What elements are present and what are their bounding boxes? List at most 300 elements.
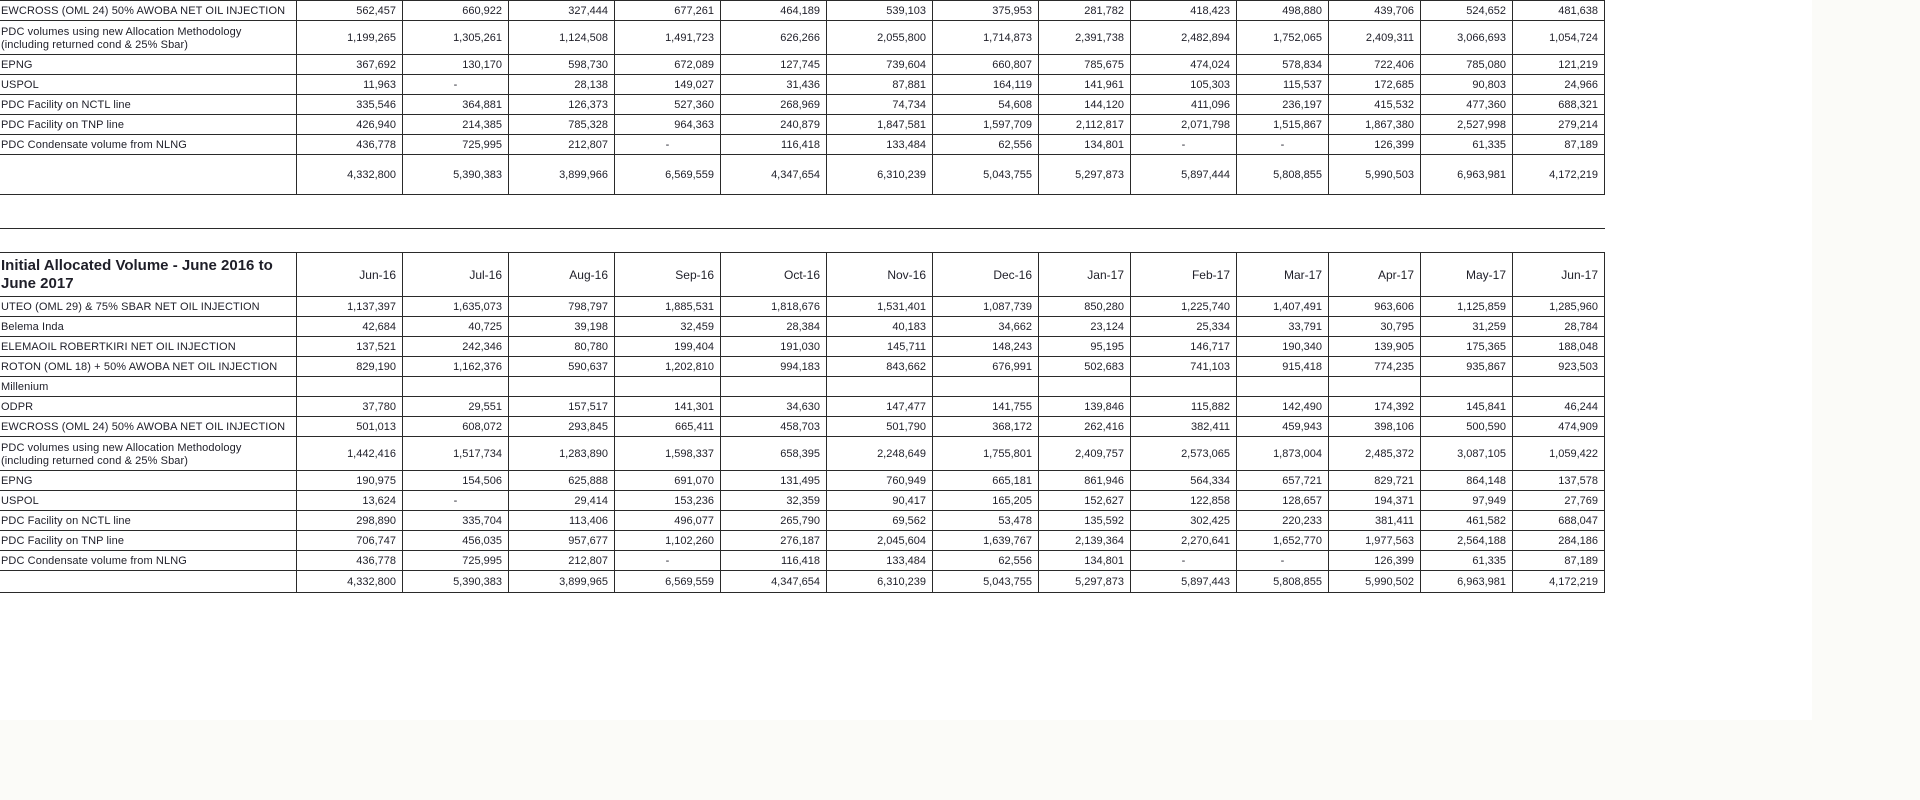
value-cell: 335,704 [403, 511, 509, 531]
table-title: Initial Allocated Volume - June 2016 to June 2017 [0, 253, 297, 297]
table-row [0, 491, 1605, 511]
value-cell: 61,335 [1421, 551, 1513, 571]
value-cell: 785,675 [1039, 55, 1131, 75]
value-cell: 829,190 [297, 357, 403, 377]
value-cell: - [1131, 551, 1237, 571]
value-cell: 39,198 [509, 317, 615, 337]
value-cell: 1,752,065 [1237, 21, 1329, 55]
month-header: May-17 [1421, 253, 1513, 297]
value-cell: 335,546 [297, 95, 403, 115]
month-header: Nov-16 [827, 253, 933, 297]
value-cell: 1,054,724 [1513, 21, 1605, 55]
total-cell: 5,390,383 [403, 155, 509, 195]
value-cell: 2,071,798 [1131, 115, 1237, 135]
value-cell: 725,995 [403, 135, 509, 155]
value-cell: 126,399 [1329, 135, 1421, 155]
value-cell: 121,219 [1513, 55, 1605, 75]
value-cell: 739,604 [827, 55, 933, 75]
value-cell: 95,195 [1039, 337, 1131, 357]
value-cell: 23,124 [1039, 317, 1131, 337]
value-cell: 411,096 [1131, 95, 1237, 115]
value-cell: - [403, 491, 509, 511]
value-cell: 381,411 [1329, 511, 1421, 531]
value-cell: 1,515,867 [1237, 115, 1329, 135]
total-cell: 4,347,654 [721, 571, 827, 593]
value-cell: 1,442,416 [297, 437, 403, 471]
value-cell: 190,975 [297, 471, 403, 491]
value-cell: 175,365 [1421, 337, 1513, 357]
spacer-cell [0, 195, 297, 229]
value-cell: 174,392 [1329, 397, 1421, 417]
value-cell: 53,478 [933, 511, 1039, 531]
value-cell: 31,259 [1421, 317, 1513, 337]
value-cell: 501,013 [297, 417, 403, 437]
value-cell: 474,909 [1513, 417, 1605, 437]
row-label: ODPR [0, 397, 297, 417]
value-cell: 2,270,641 [1131, 531, 1237, 551]
value-cell: 963,606 [1329, 297, 1421, 317]
row-label: PDC Facility on NCTL line [0, 95, 297, 115]
value-cell: 164,119 [933, 75, 1039, 95]
value-cell: 2,409,757 [1039, 437, 1131, 471]
value-cell [827, 377, 933, 397]
value-cell: 2,248,649 [827, 437, 933, 471]
value-cell: 134,801 [1039, 135, 1131, 155]
table-row [0, 317, 1605, 337]
value-cell: 923,503 [1513, 357, 1605, 377]
spacer-cell [509, 195, 615, 229]
value-cell: 1,867,380 [1329, 115, 1421, 135]
value-cell [1131, 377, 1237, 397]
row-label: ROTON (OML 18) + 50% AWOBA NET OIL INJECTION [0, 357, 297, 377]
value-cell: 137,521 [297, 337, 403, 357]
value-cell: 562,457 [297, 1, 403, 21]
month-header: Jun-17 [1513, 253, 1605, 297]
total-cell: 6,569,559 [615, 571, 721, 593]
value-cell: 40,725 [403, 317, 509, 337]
total-cell: 5,297,873 [1039, 571, 1131, 593]
value-cell: 850,280 [1039, 297, 1131, 317]
value-cell: 382,411 [1131, 417, 1237, 437]
value-cell: 25,334 [1131, 317, 1237, 337]
value-cell: 144,120 [1039, 95, 1131, 115]
value-cell: 2,112,817 [1039, 115, 1131, 135]
month-header: Jan-17 [1039, 253, 1131, 297]
value-cell: 539,103 [827, 1, 933, 21]
value-cell: 688,047 [1513, 511, 1605, 531]
value-cell: 188,048 [1513, 337, 1605, 357]
value-cell: 24,966 [1513, 75, 1605, 95]
value-cell: 625,888 [509, 471, 615, 491]
value-cell: 843,662 [827, 357, 933, 377]
value-cell: 464,189 [721, 1, 827, 21]
value-cell [403, 377, 509, 397]
row-label: PDC Facility on NCTL line [0, 511, 297, 531]
value-cell: 116,418 [721, 551, 827, 571]
value-cell: 268,969 [721, 95, 827, 115]
value-cell [1329, 377, 1421, 397]
value-cell: 293,845 [509, 417, 615, 437]
value-cell: 28,784 [1513, 317, 1605, 337]
value-cell: 459,943 [1237, 417, 1329, 437]
value-cell: 496,077 [615, 511, 721, 531]
value-cell: 1,199,265 [297, 21, 403, 55]
value-cell: 154,506 [403, 471, 509, 491]
value-cell [933, 377, 1039, 397]
spacer-cell [721, 195, 827, 229]
value-cell: 426,940 [297, 115, 403, 135]
value-cell: 153,236 [615, 491, 721, 511]
value-cell: 126,399 [1329, 551, 1421, 571]
value-cell: 37,780 [297, 397, 403, 417]
value-cell: 2,055,800 [827, 21, 933, 55]
total-cell: 6,310,239 [827, 155, 933, 195]
value-cell: 191,030 [721, 337, 827, 357]
value-cell: 2,485,372 [1329, 437, 1421, 471]
value-cell: 498,880 [1237, 1, 1329, 21]
value-cell: 688,321 [1513, 95, 1605, 115]
value-cell: 87,189 [1513, 135, 1605, 155]
value-cell: 590,637 [509, 357, 615, 377]
value-cell [615, 377, 721, 397]
table-row [0, 135, 1605, 155]
value-cell: 29,414 [509, 491, 615, 511]
value-cell: 474,024 [1131, 55, 1237, 75]
value-cell: 527,360 [615, 95, 721, 115]
value-cell: 145,841 [1421, 397, 1513, 417]
value-cell: 62,556 [933, 135, 1039, 155]
total-cell: 5,043,755 [933, 571, 1039, 593]
spacer-cell [403, 195, 509, 229]
value-cell: 3,087,105 [1421, 437, 1513, 471]
value-cell: 477,360 [1421, 95, 1513, 115]
total-cell: 4,347,654 [721, 155, 827, 195]
value-cell: 141,755 [933, 397, 1039, 417]
row-label: EWCROSS (OML 24) 50% AWOBA NET OIL INJECTION [0, 1, 297, 21]
value-cell: 115,537 [1237, 75, 1329, 95]
total-cell: 5,897,443 [1131, 571, 1237, 593]
value-cell: 501,790 [827, 417, 933, 437]
total-cell: 3,899,965 [509, 571, 615, 593]
total-cell: 5,990,502 [1329, 571, 1421, 593]
value-cell: 760,949 [827, 471, 933, 491]
value-cell: 69,562 [827, 511, 933, 531]
row-label: UTEO (OML 29) & 75% SBAR NET OIL INJECTION [0, 297, 297, 317]
value-cell: 139,905 [1329, 337, 1421, 357]
value-cell: 458,703 [721, 417, 827, 437]
value-cell: 957,677 [509, 531, 615, 551]
value-cell: - [403, 75, 509, 95]
value-cell: 40,183 [827, 317, 933, 337]
value-cell: 785,328 [509, 115, 615, 135]
table-row [0, 437, 1605, 471]
value-cell: 240,879 [721, 115, 827, 135]
value-cell: 113,406 [509, 511, 615, 531]
value-cell: 1,102,260 [615, 531, 721, 551]
value-cell: 677,261 [615, 1, 721, 21]
value-cell: 28,138 [509, 75, 615, 95]
value-cell: 1,202,810 [615, 357, 721, 377]
value-cell: 861,946 [1039, 471, 1131, 491]
total-cell: 5,043,755 [933, 155, 1039, 195]
value-cell: 157,517 [509, 397, 615, 417]
value-cell [721, 377, 827, 397]
total-cell: 5,390,383 [403, 571, 509, 593]
value-cell: 90,417 [827, 491, 933, 511]
table-row [0, 397, 1605, 417]
value-cell: 276,187 [721, 531, 827, 551]
value-cell: 242,346 [403, 337, 509, 357]
value-cell: 116,418 [721, 135, 827, 155]
total-cell: 5,897,444 [1131, 155, 1237, 195]
spacer-row [0, 195, 1605, 229]
total-cell: 5,808,855 [1237, 571, 1329, 593]
total-cell: 6,963,981 [1421, 571, 1513, 593]
value-cell: - [615, 551, 721, 571]
totals-label-blank [0, 155, 297, 195]
value-cell [1513, 377, 1605, 397]
value-cell: 236,197 [1237, 95, 1329, 115]
value-cell: 13,624 [297, 491, 403, 511]
value-cell: 1,305,261 [403, 21, 509, 55]
table-row [0, 75, 1605, 95]
total-cell: 5,808,855 [1237, 155, 1329, 195]
value-cell: 122,858 [1131, 491, 1237, 511]
value-cell: 87,189 [1513, 551, 1605, 571]
spacer-cell [1131, 195, 1237, 229]
value-cell: 1,225,740 [1131, 297, 1237, 317]
table-row [0, 21, 1605, 55]
value-cell: 141,301 [615, 397, 721, 417]
value-cell: 2,527,998 [1421, 115, 1513, 135]
value-cell: 33,791 [1237, 317, 1329, 337]
value-cell: 864,148 [1421, 471, 1513, 491]
spacer-cell [933, 195, 1039, 229]
value-cell: 1,137,397 [297, 297, 403, 317]
value-cell: 578,834 [1237, 55, 1329, 75]
value-cell: 829,721 [1329, 471, 1421, 491]
value-cell: 90,803 [1421, 75, 1513, 95]
value-cell: 42,684 [297, 317, 403, 337]
value-cell: 11,963 [297, 75, 403, 95]
value-cell: 2,409,311 [1329, 21, 1421, 55]
value-cell: 28,384 [721, 317, 827, 337]
value-cell [509, 377, 615, 397]
row-label: PDC Condensate volume from NLNG [0, 551, 297, 571]
total-cell: 4,332,800 [297, 571, 403, 593]
row-label: USPOL [0, 491, 297, 511]
value-cell: 1,635,073 [403, 297, 509, 317]
total-cell: 6,310,239 [827, 571, 933, 593]
spacer-cell [1329, 195, 1421, 229]
value-cell: 364,881 [403, 95, 509, 115]
table-row [0, 115, 1605, 135]
total-cell: 5,990,503 [1329, 155, 1421, 195]
table-row [0, 95, 1605, 115]
value-cell: 964,363 [615, 115, 721, 135]
value-cell: 1,818,676 [721, 297, 827, 317]
value-cell: 80,780 [509, 337, 615, 357]
value-cell: 135,592 [1039, 511, 1131, 531]
value-cell: 142,490 [1237, 397, 1329, 417]
value-cell: 147,477 [827, 397, 933, 417]
value-cell: 658,395 [721, 437, 827, 471]
value-cell: 281,782 [1039, 1, 1131, 21]
value-cell: 500,590 [1421, 417, 1513, 437]
value-cell: 741,103 [1131, 357, 1237, 377]
value-cell: 415,532 [1329, 95, 1421, 115]
value-cell: 137,578 [1513, 471, 1605, 491]
value-cell: 1,847,581 [827, 115, 933, 135]
value-cell: 165,205 [933, 491, 1039, 511]
value-cell: 657,721 [1237, 471, 1329, 491]
value-cell: 130,170 [403, 55, 509, 75]
month-header: Feb-17 [1131, 253, 1237, 297]
table-row [0, 551, 1605, 571]
value-cell: 1,597,709 [933, 115, 1039, 135]
value-cell: 1,087,739 [933, 297, 1039, 317]
value-cell: 139,846 [1039, 397, 1131, 417]
value-cell: 1,283,890 [509, 437, 615, 471]
value-cell: 212,807 [509, 135, 615, 155]
totals-row [0, 571, 1605, 593]
row-label: EPNG [0, 471, 297, 491]
value-cell: 284,186 [1513, 531, 1605, 551]
value-cell: 672,089 [615, 55, 721, 75]
value-cell: 34,630 [721, 397, 827, 417]
spacer-cell [1039, 195, 1131, 229]
month-header: Oct-16 [721, 253, 827, 297]
value-cell: 34,662 [933, 317, 1039, 337]
header-row [0, 253, 1605, 297]
row-label: Belema Inda [0, 317, 297, 337]
value-cell: 146,717 [1131, 337, 1237, 357]
table-row [0, 337, 1605, 357]
value-cell: 598,730 [509, 55, 615, 75]
value-cell [1039, 377, 1131, 397]
spacer-cell [1513, 195, 1605, 229]
value-cell: 660,922 [403, 1, 509, 21]
value-cell: 149,027 [615, 75, 721, 95]
value-cell: 461,582 [1421, 511, 1513, 531]
row-label: Millenium [0, 377, 297, 397]
total-cell: 4,332,800 [297, 155, 403, 195]
value-cell: 1,059,422 [1513, 437, 1605, 471]
value-cell: 481,638 [1513, 1, 1605, 21]
month-header: Aug-16 [509, 253, 615, 297]
value-cell: 2,139,364 [1039, 531, 1131, 551]
value-cell: 706,747 [297, 531, 403, 551]
value-cell: 302,425 [1131, 511, 1237, 531]
total-cell: 5,297,873 [1039, 155, 1131, 195]
value-cell: 152,627 [1039, 491, 1131, 511]
month-header: Sep-16 [615, 253, 721, 297]
value-cell: 660,807 [933, 55, 1039, 75]
value-cell: 2,564,188 [1421, 531, 1513, 551]
value-cell: 131,495 [721, 471, 827, 491]
value-cell: 214,385 [403, 115, 509, 135]
value-cell: 134,801 [1039, 551, 1131, 571]
value-cell: 31,436 [721, 75, 827, 95]
value-cell: 1,598,337 [615, 437, 721, 471]
value-cell: 626,266 [721, 21, 827, 55]
value-cell: 298,890 [297, 511, 403, 531]
total-cell: 4,172,219 [1513, 571, 1605, 593]
total-cell: 3,899,966 [509, 155, 615, 195]
value-cell: 1,885,531 [615, 297, 721, 317]
value-cell: 676,991 [933, 357, 1039, 377]
spacer-cell [827, 195, 933, 229]
value-cell: 1,639,767 [933, 531, 1039, 551]
value-cell: 172,685 [1329, 75, 1421, 95]
table-row [0, 471, 1605, 491]
value-cell: 375,953 [933, 1, 1039, 21]
value-cell: 418,423 [1131, 1, 1237, 21]
value-cell: 141,961 [1039, 75, 1131, 95]
value-cell: 46,244 [1513, 397, 1605, 417]
value-cell: 994,183 [721, 357, 827, 377]
value-cell: 1,285,960 [1513, 297, 1605, 317]
row-label: PDC volumes using new Allocation Methodology (including returned cond & 25% Sbar) [0, 21, 297, 55]
value-cell: 725,995 [403, 551, 509, 571]
row-label: EWCROSS (OML 24) 50% AWOBA NET OIL INJECTION [0, 417, 297, 437]
value-cell: 456,035 [403, 531, 509, 551]
value-cell: - [1237, 135, 1329, 155]
value-cell: 1,531,401 [827, 297, 933, 317]
value-cell: 148,243 [933, 337, 1039, 357]
value-cell: 133,484 [827, 135, 933, 155]
value-cell: 30,795 [1329, 317, 1421, 337]
table-row [0, 1, 1605, 21]
spacer-cell [615, 195, 721, 229]
value-cell: 665,181 [933, 471, 1039, 491]
value-cell: 126,373 [509, 95, 615, 115]
value-cell: 1,407,491 [1237, 297, 1329, 317]
value-cell: 722,406 [1329, 55, 1421, 75]
row-label: PDC Condensate volume from NLNG [0, 135, 297, 155]
value-cell: 279,214 [1513, 115, 1605, 135]
value-cell: 398,106 [1329, 417, 1421, 437]
value-cell: 145,711 [827, 337, 933, 357]
value-cell: 564,334 [1131, 471, 1237, 491]
table-row [0, 377, 1605, 397]
value-cell: 97,949 [1421, 491, 1513, 511]
value-cell: 127,745 [721, 55, 827, 75]
value-cell: 62,556 [933, 551, 1039, 571]
value-cell: 128,657 [1237, 491, 1329, 511]
table-top-block [0, 0, 1605, 229]
value-cell: 105,303 [1131, 75, 1237, 95]
total-cell: 6,569,559 [615, 155, 721, 195]
spacer-cell [1237, 195, 1329, 229]
value-cell: - [615, 135, 721, 155]
value-cell: 368,172 [933, 417, 1039, 437]
value-cell: 1,162,376 [403, 357, 509, 377]
value-cell: 212,807 [509, 551, 615, 571]
value-cell: 367,692 [297, 55, 403, 75]
value-cell: 54,608 [933, 95, 1039, 115]
value-cell: 2,391,738 [1039, 21, 1131, 55]
table-row [0, 357, 1605, 377]
value-cell: 1,873,004 [1237, 437, 1329, 471]
value-cell: 262,416 [1039, 417, 1131, 437]
value-cell: 190,340 [1237, 337, 1329, 357]
value-cell: 220,233 [1237, 511, 1329, 531]
table-row [0, 511, 1605, 531]
value-cell: 194,371 [1329, 491, 1421, 511]
value-cell: 436,778 [297, 135, 403, 155]
value-cell: 327,444 [509, 1, 615, 21]
